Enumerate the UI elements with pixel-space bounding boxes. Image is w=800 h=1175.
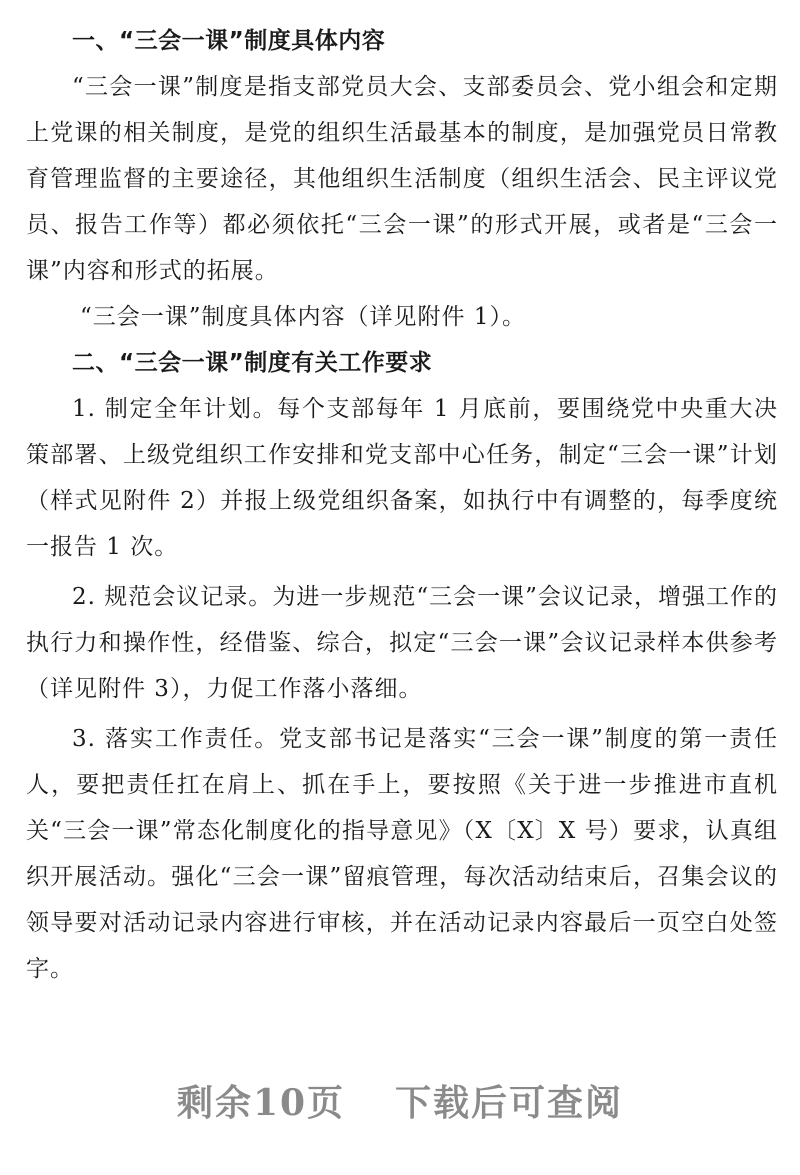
section2-item-1: 1. 制定全年计划。每个支部每年 1 月底前，要围绕党中央重大决策部署、上级党组织工作安排和党支部中心任务，制定“三会一课”计划（样式见附件 2）并报上级党组织备案，如执行中有调整的，每季度统一报告 1 次。	[26, 396, 778, 560]
section2-item-3: 3. 落实工作责任。党支部书记是落实“三会一课”制度的第一责任人，要把责任扛在肩上、抓在手上，要按照《关于进一步推进市直机关“三会一课”常态化制度化的指导意见》（X〔X〕X 号）要求，认真组织开展活动。强化“三会一课”留痕管理，每次活动结束后，召集会议的领导要对活动记录内容进行审核，并在活动记录内容最后一页空白处签字。	[26, 726, 778, 982]
remaining-pages-text: 剩余10页	[176, 1082, 346, 1124]
section1-paragraph-2: “三会一课”制度具体内容（详见附件 1）。	[80, 304, 526, 330]
document-body	[26, 18, 778, 992]
section1-paragraph-1: “三会一课”制度是指支部党员大会、支部委员会、党小组会和定期上党课的相关制度，是党的组织生活最基本的制度，是加强党员日常教育管理监督的主要途径，其他组织生活制度（组织生活会、民主评议党员、报告工作等）都必须依托“三会一课”的形式开展，或者是“三会一课”内容和形式的拓展。	[26, 74, 778, 284]
download-prompt[interactable]	[0, 1075, 800, 1126]
download-to-view-text: 下载后可查阅	[395, 1082, 624, 1124]
section2-item-2: 2. 规范会议记录。为进一步规范“三会一课”会议记录，增强工作的执行力和操作性，经借鉴、综合，拟定“三会一课”会议记录样本供参考（详见附件 3），力促工作落小落细。	[26, 584, 778, 702]
section2-heading: 二、“三会一课”制度有关工作要求	[72, 350, 433, 376]
section1-heading: 一、“三会一课”制度具体内容	[72, 28, 386, 54]
